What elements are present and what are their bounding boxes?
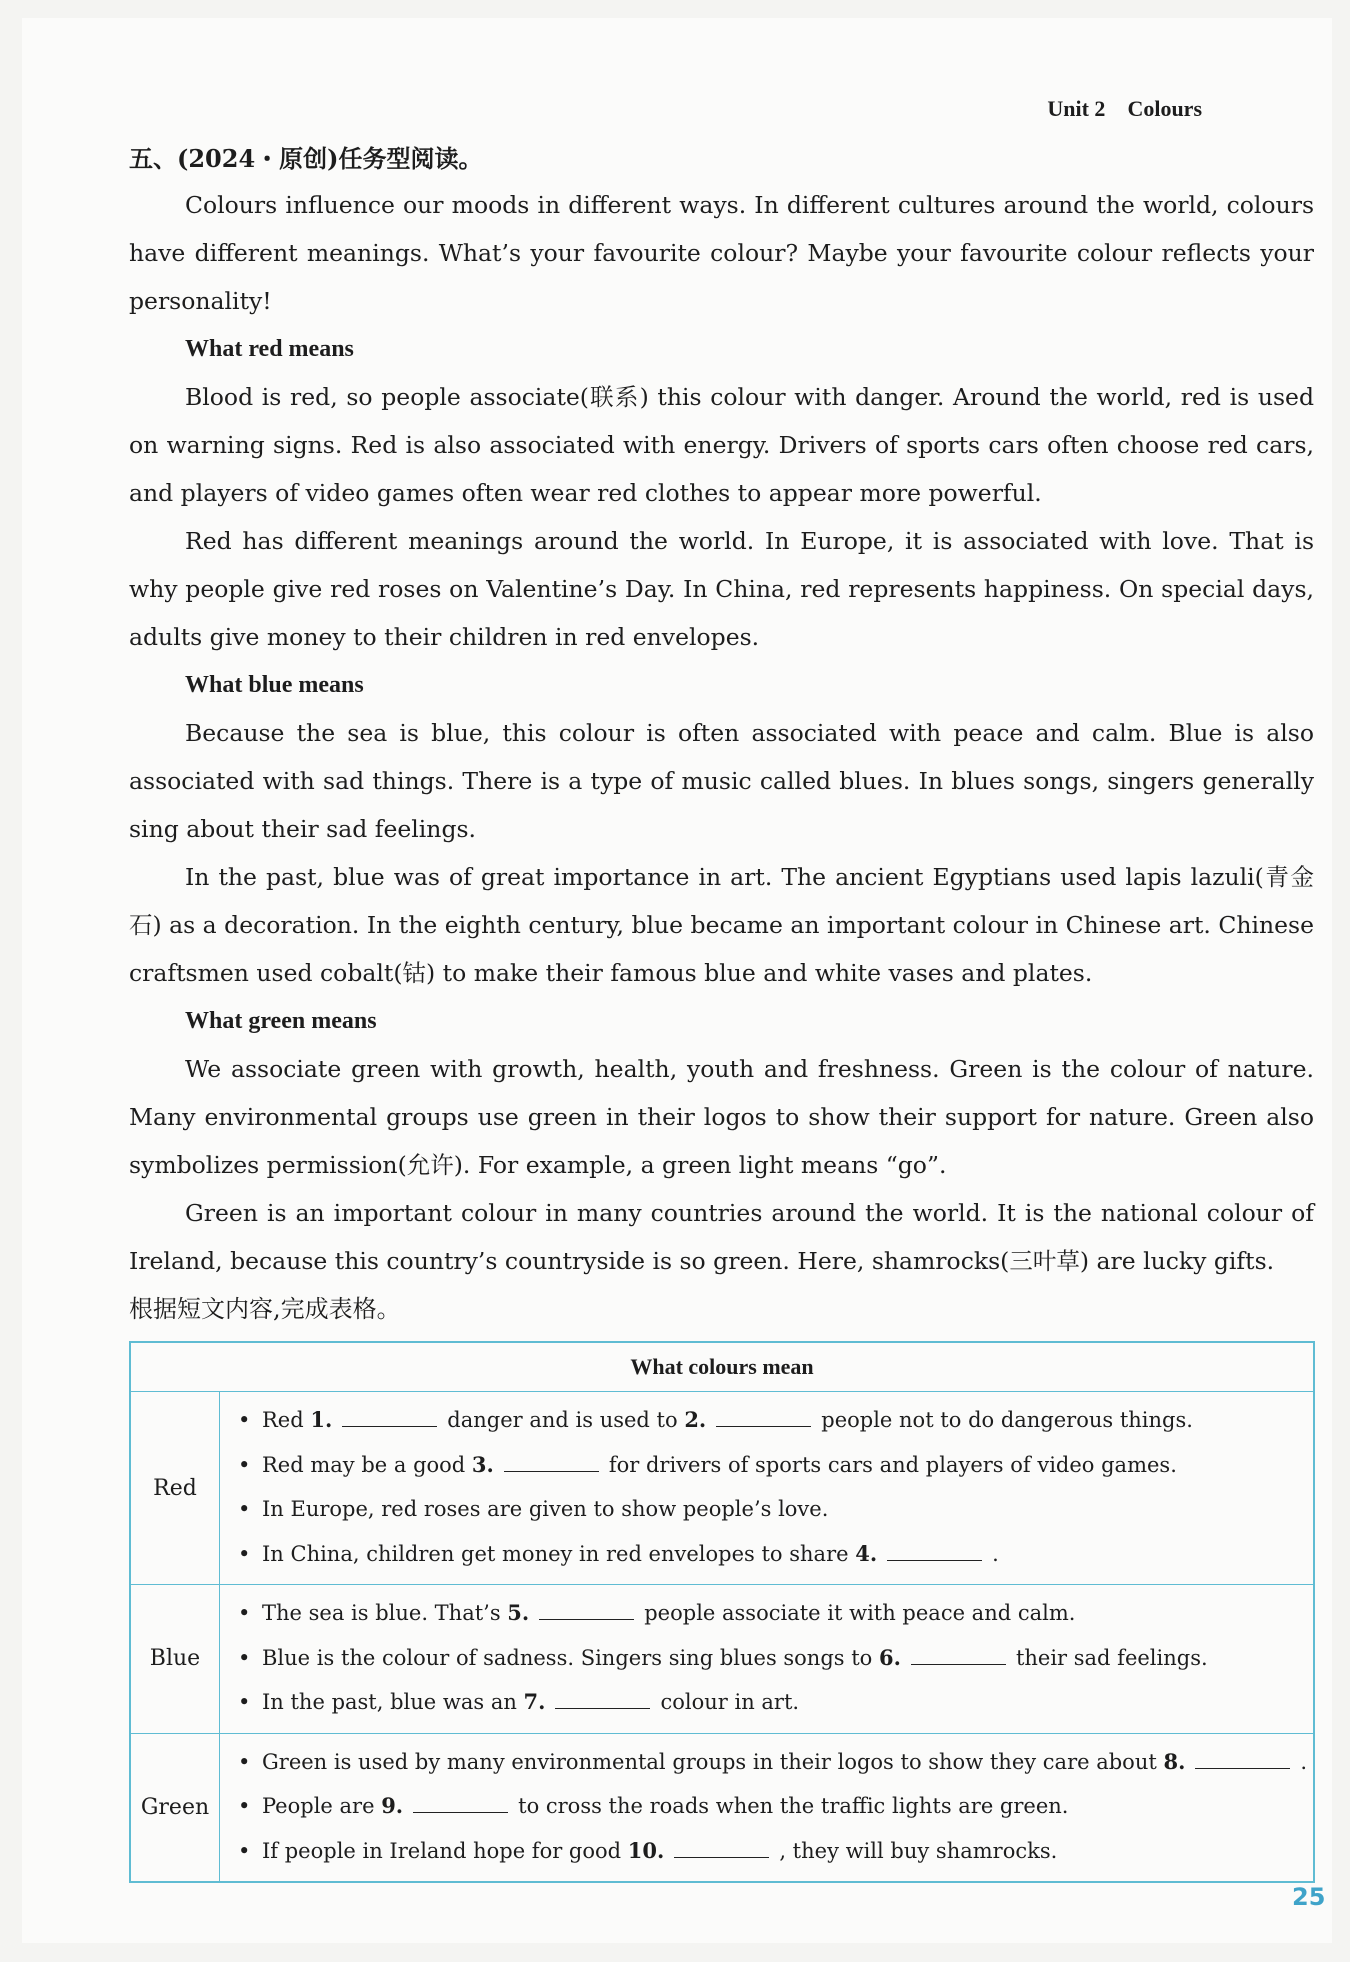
section-heading-blue: What blue means [185, 672, 364, 698]
intro-paragraph: Colours influence our moods in different ways. In different cultures around the world, colours have different meanings. What’s your favourite colour? Maybe your favourite colour reflects your personality! [129, 191, 1314, 315]
list-item [238, 1740, 1313, 1785]
item-text: Red [262, 1408, 311, 1432]
paragraph: We associate green with growth, health, youth and freshness. Green is the colour of nature. Many environmental groups use green in their logos to show their support for nature. Green also symbolizes permission(允许). For example, a green light means “go”. [129, 1055, 1314, 1179]
row-label-blue: Blue [130, 1585, 220, 1734]
list-item [238, 1591, 1313, 1636]
bullet: • [238, 1497, 251, 1521]
unit-number: Unit 2 [1047, 96, 1106, 121]
answer-blank-6[interactable] [911, 1642, 1006, 1665]
list-item [238, 1487, 1313, 1532]
list-item [238, 1784, 1313, 1829]
list-item [238, 1443, 1313, 1488]
item-text: , they will buy shamrocks. [779, 1838, 1058, 1863]
list-item [238, 1680, 1313, 1725]
task-title: 五、(2024・原创)任务型阅读。 [129, 144, 483, 173]
bullet: • [238, 1690, 251, 1714]
answer-blank-1[interactable] [342, 1404, 437, 1427]
row-label-red: Red [130, 1392, 220, 1585]
paragraph: Blood is red, so people associate(联系) this colour with danger. Around the world, red is used on warning signs. Red is also associated with energy. Drivers of sports cars often choose red cars, and players of video games often wear red clothes to appear more powerful. [129, 383, 1314, 507]
row-label-green: Green [130, 1733, 220, 1882]
row-items-green [220, 1733, 1315, 1882]
item-text: In Europe, red roses are given to show people’s love. [262, 1497, 829, 1521]
blank-number-1: 1. [310, 1407, 333, 1432]
table-title: What colours mean [130, 1342, 1314, 1392]
row-items-red [220, 1392, 1315, 1585]
bullet: • [238, 1541, 251, 1566]
table-row-green [130, 1733, 1314, 1882]
instruction: 根据短文内容,完成表格。 [129, 1295, 401, 1323]
item-text: Red may be a good [262, 1452, 472, 1477]
blank-number-5: 5. [507, 1600, 530, 1625]
bullet: • [238, 1749, 251, 1774]
answer-blank-4[interactable] [887, 1538, 982, 1561]
item-text: The sea is blue. That’s [262, 1601, 508, 1625]
answer-blank-3[interactable] [504, 1449, 599, 1472]
summary-table [129, 1341, 1315, 1883]
item-text: to cross the roads when the traffic lights are green. [518, 1794, 1069, 1818]
answer-blank-9[interactable] [413, 1790, 508, 1813]
item-text: colour in art. [660, 1690, 800, 1714]
blank-number-4: 4. [855, 1540, 878, 1566]
item-text: If people in Ireland hope for good [262, 1838, 628, 1863]
item-text: Green is used by many environmental groups in their logos to show they care about [262, 1749, 1164, 1774]
paragraph: In the past, blue was of great importance in art. The ancient Egyptians used lapis lazuli(青金石) as a decoration. In the eighth century, blue became an important colour in Chinese art. Chinese craftsmen used cobalt(钴) to make their famous blue and white vases and plates. [129, 863, 1314, 987]
item-text: people associate it with peace and calm. [644, 1601, 1076, 1625]
answer-blank-7[interactable] [555, 1686, 650, 1709]
page [22, 18, 1332, 1943]
blank-number-8: 8. [1163, 1748, 1186, 1774]
item-text: Blue is the colour of sadness. Singers sing blues songs to [262, 1645, 879, 1670]
content [129, 137, 1314, 1883]
blank-number-7: 7. [523, 1689, 546, 1714]
paragraph: Because the sea is blue, this colour is often associated with peace and calm. Blue is also associated with sad things. There is a type of music called blues. In blues songs, singers generally sing about their sad feelings. [129, 719, 1314, 843]
bullet: • [238, 1601, 251, 1625]
list-item [238, 1636, 1313, 1681]
list-item [238, 1829, 1313, 1874]
bullet: • [238, 1645, 251, 1670]
blank-number-10: 10. [627, 1837, 665, 1863]
bullet: • [238, 1838, 251, 1863]
list-item [238, 1398, 1313, 1443]
item-text: danger and is used to [447, 1408, 685, 1432]
bullet: • [238, 1452, 251, 1477]
row-items-blue [220, 1585, 1315, 1734]
item-text: their sad feelings. [1015, 1645, 1208, 1670]
page-number: 25 [1292, 1883, 1326, 1911]
item-text: people not to do dangerous things. [821, 1408, 1193, 1432]
paragraph: Red has different meanings around the world. In Europe, it is associated with love. That is why people give red roses on Valentine’s Day. In China, red represents happiness. On special days, adults give money to their children in red envelopes. [129, 527, 1314, 651]
item-text: People are [262, 1794, 382, 1818]
item-text: . [1300, 1749, 1308, 1774]
bullet: • [238, 1794, 251, 1818]
answer-blank-10[interactable] [674, 1835, 769, 1858]
table-row-blue [130, 1585, 1314, 1734]
blank-number-3: 3. [471, 1451, 494, 1477]
table-row-red [130, 1392, 1314, 1585]
answer-blank-2[interactable] [716, 1404, 811, 1427]
unit-header [1047, 96, 1202, 122]
blank-number-6: 6. [879, 1644, 901, 1670]
item-text: In China, children get money in red envelopes to share [262, 1541, 856, 1566]
item-text: . [992, 1541, 999, 1566]
blank-number-9: 9. [381, 1793, 404, 1818]
list-item [238, 1532, 1313, 1577]
answer-blank-8[interactable] [1195, 1746, 1290, 1769]
item-text: In the past, blue was an [262, 1690, 524, 1714]
table-header-row [130, 1342, 1314, 1392]
unit-title: Colours [1127, 96, 1202, 121]
bullet: • [238, 1408, 251, 1432]
paragraph: Green is an important colour in many countries around the world. It is the national colour of Ireland, because this country’s countryside is so green. Here, shamrocks(三叶草) are lucky gifts. [129, 1199, 1314, 1275]
section-heading-green: What green means [185, 1008, 377, 1034]
item-text: for drivers of sports cars and players of video games. [608, 1452, 1177, 1477]
blank-number-2: 2. [684, 1407, 707, 1432]
section-heading-red: What red means [185, 336, 354, 362]
answer-blank-5[interactable] [539, 1597, 634, 1620]
